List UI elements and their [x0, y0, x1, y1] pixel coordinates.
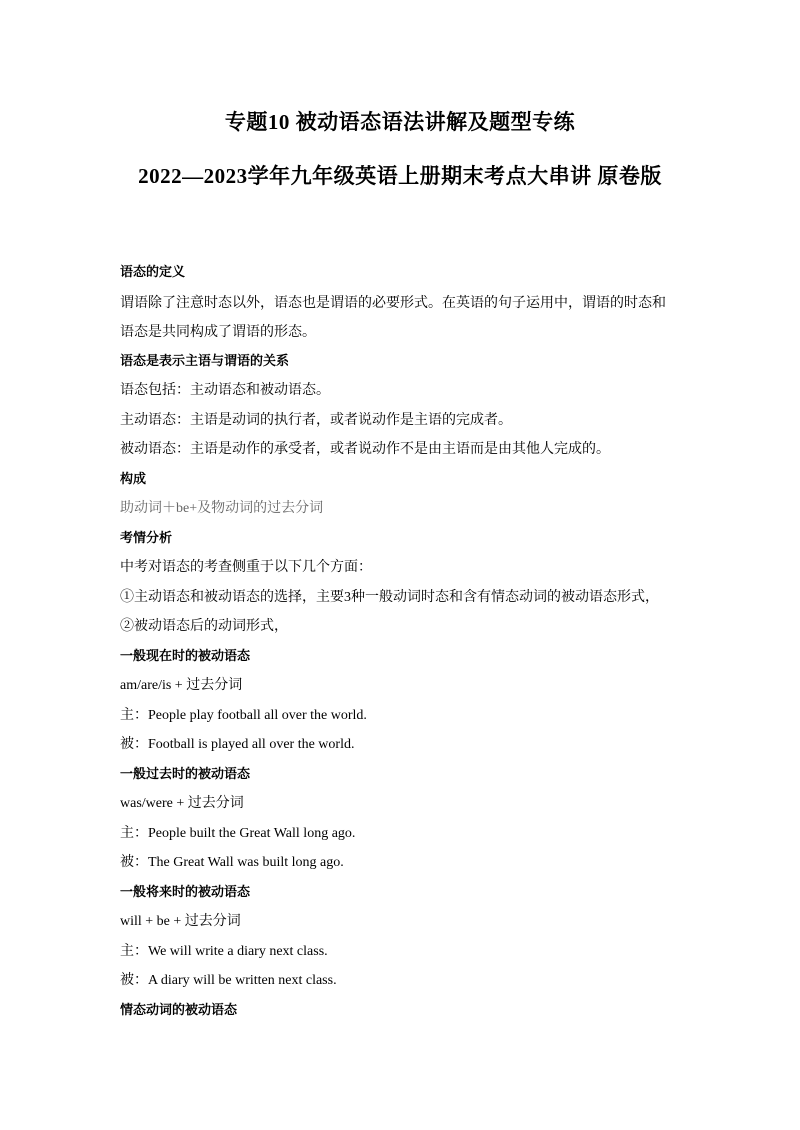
paragraph-line: 助动词＋be+及物动词的过去分词 — [120, 501, 324, 516]
document-title-line1: 专题10 被动语态语法讲解及题型专练 — [224, 110, 576, 134]
formula-line: will + be + 过去分词 — [120, 914, 241, 929]
section-heading-structure: 构成 — [120, 471, 147, 487]
paragraph-line: ②被动语态后的动词形式， — [120, 619, 288, 634]
paragraph-line: 语态是共同构成了谓语的形态。 — [120, 325, 316, 340]
example-passive: 被：The Great Wall was built long ago. — [120, 855, 344, 870]
section-heading-modal-passive: 情态动词的被动语态 — [120, 1002, 238, 1018]
paragraph-line: ①主动语态和被动语态的选择，主要3种一般动词时态和含有情态动词的被动语态形式， — [120, 589, 659, 605]
section-heading-future-passive: 一般将来时的被动语态 — [120, 884, 251, 900]
section-heading-past-passive: 一般过去时的被动语态 — [120, 766, 251, 782]
paragraph-line: 被动语态：主语是动作的承受者，或者说动作不是由主语而是由其他人完成的。 — [120, 442, 610, 457]
document-body — [120, 258, 700, 1025]
formula-line: am/are/is + 过去分词 — [120, 678, 243, 693]
paragraph-line: 语态包括：主动语态和被动语态。 — [120, 383, 330, 398]
formula-line: was/were + 过去分词 — [120, 796, 244, 811]
paragraph-line: 中考对语态的考查侧重于以下几个方面： — [120, 560, 372, 575]
example-active: 主：People built the Great Wall long ago. — [120, 825, 356, 841]
section-heading-voice-definition: 语态的定义 — [120, 265, 186, 280]
section-heading-present-passive: 一般现在时的被动语态 — [120, 648, 251, 664]
document-title-line2: 2022—2023学年九年级英语上册期末考点大串讲 原卷版 — [138, 164, 662, 188]
example-active: 主：People play football all over the world. — [120, 707, 367, 723]
paragraph-line: 谓语除了注意时态以外，语态也是谓语的必要形式。在英语的句子运用中，谓语的时态和 — [120, 295, 666, 311]
example-active: 主：We will write a diary next class. — [120, 943, 328, 959]
section-heading-voice-relation: 语态是表示主语与谓语的关系 — [120, 353, 290, 369]
section-heading-exam-analysis: 考情分析 — [120, 530, 173, 546]
paragraph-line: 主动语态：主语是动词的执行者，或者说动作是主语的完成者。 — [120, 412, 512, 428]
example-passive: 被：Football is played all over the world. — [120, 737, 355, 752]
example-passive: 被：A diary will be written next class. — [120, 973, 337, 988]
